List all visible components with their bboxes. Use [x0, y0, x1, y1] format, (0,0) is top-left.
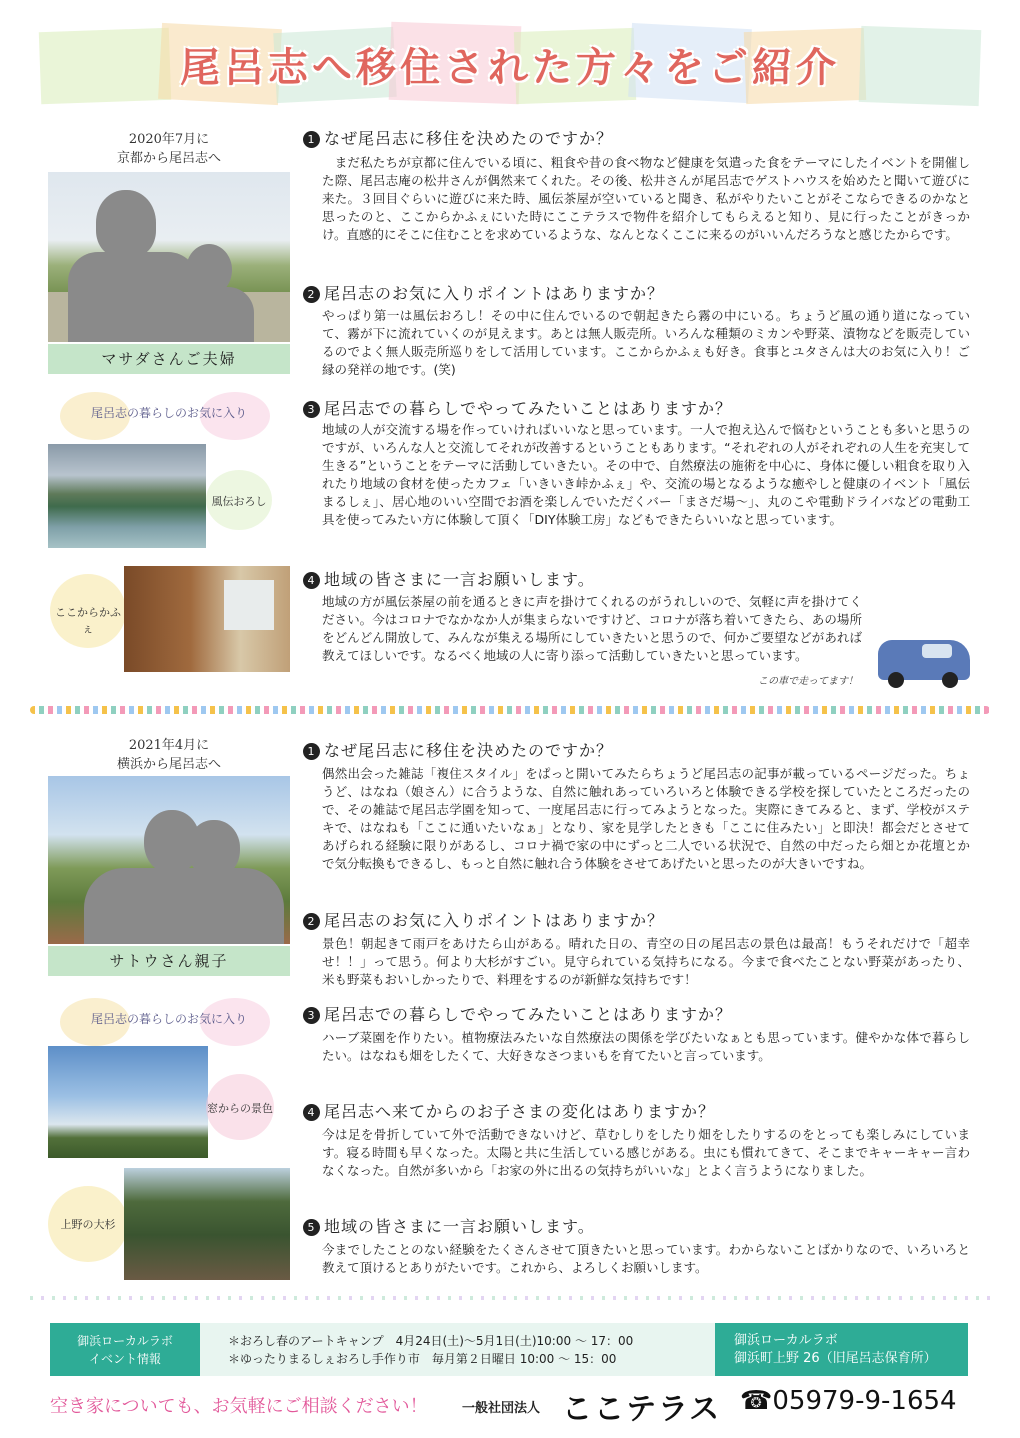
p1-question-text: 尾呂志での暮らしでやってみたいことはありますか？ — [324, 399, 733, 418]
p1-answer-2: やっぱり第一は風伝おろし！その中に住んでいるので朝起きたら霧の中にいる。ちょうど風の通り道になっていて、霧が下に流れていくのが見えます。あとは無人販売所。いろんな種類のミカンや野菜、漬物などを販売しているのでよく無人販売所巡りをして活用しています。ここからかふぇも好き。食事とユタさんは大のお気に入り！ご縁の発祥の地です。(笑) — [322, 308, 970, 377]
profile2-caption-from: 横浜から尾呂志へ — [116, 757, 221, 772]
profile1-fav2-label: ここからかふぇ — [55, 606, 121, 635]
car-wheel — [942, 672, 958, 688]
p2-question-text: なぜ尾呂志に移住を決めたのですか？ — [324, 741, 614, 760]
p1-answer-3: 地域の人が交流する場を作っていければいいなと思っています。一人で抱え込んで悩むということも多いと思うのですが、いろんな人と交流してそれが改善するということもあります。“それぞれの人がそれぞれの人生を充実して生きる”ということをテーマに活動していきたい。その中で、自然療法の施術を中心に、身体に優しい粗食を取り入れたり地域の食材を使ったカフェ「いきいき峠かふぇ」や、交流の場となるような癒やしと健康のイベント「風伝まるしぇ」、居心地のいい空間でお酒を楽しんでいただくバー「まさだ場～」、丸のこや電動ドライバなどの電動工具を使ってみたい方に体験して頂く「DIY体験工房」などもできたらいいなと思っています。 — [322, 422, 970, 527]
profile1-caption-from: 京都から尾呂志へ — [116, 151, 221, 166]
org-name: ここテラス — [562, 1392, 722, 1427]
section-divider — [30, 706, 990, 714]
p1-question-num: 3 — [303, 401, 320, 418]
p1-question-1 — [303, 126, 613, 149]
footer-left — [50, 1332, 200, 1368]
org-type: 一般社団法人 — [462, 1401, 541, 1416]
fav-photo-window-view — [48, 1046, 208, 1158]
footer-right-line2: 御浜町上野 26（旧尾呂志保育所） — [734, 1351, 937, 1366]
footer-right — [734, 1332, 964, 1368]
fav-photo-cedar — [124, 1168, 290, 1280]
p2-answer-5: 今までしたことのない経験をたくさんさせて頂きたいと思っています。わからないことばかりなので、いろいろと教えて頂けるとありがたいです。これから、よろしくお願いします。 — [322, 1242, 970, 1275]
silhouette-adult — [96, 190, 156, 258]
p2-question-4 — [303, 1099, 715, 1122]
footer-events — [228, 1332, 708, 1368]
profile2-fav2-label: 上野の大杉 — [60, 1218, 116, 1231]
consult-message: 空き家についても、お気軽にご相談ください！ — [50, 1396, 428, 1417]
silhouette-child-body — [168, 287, 254, 342]
p2-question-num: 3 — [303, 1007, 320, 1024]
p1-question-text: なぜ尾呂志に移住を決めたのですか？ — [324, 129, 614, 148]
footer-left-line2: イベント情報 — [88, 1352, 161, 1366]
p1-answer-1: まだ私たちが京都に住んでいる頃に、粗食や昔の食べ物など健康を気遣った食をテーマにしたイベントを開催した際、尾呂志庵の松井さんが偶然来てくれた。その後、松井さんが尾呂志でゲストハウスを始めたと聞いて遊びに来た。３回目ぐらいに遊びに来た時、風伝茶屋が空いていると聞き、私がやりたいことがそこならできるのかなと思ったのと、ここからかふぇにいた時にここテラスで物件を紹介してもらえると知り、見に行ったことがきっかけ。直感的にそこに住むことを求めているような、なんとなくここに来るのがいいんだろうなと感じたからです。 — [322, 155, 970, 242]
profile2-caption — [48, 736, 290, 774]
p2-question-num: 2 — [303, 913, 320, 930]
profile2-photo — [48, 776, 290, 944]
p1-question-text: 尾呂志のお気に入りポイントはありますか？ — [324, 284, 665, 303]
p1-question-text: 地域の皆さまに一言お願いします。 — [324, 570, 595, 589]
profile1-photo — [48, 172, 290, 342]
profile1-fav-title: 尾呂志の暮らしのお気に入り — [90, 406, 247, 420]
profile1-caption-date: 2020年7月に — [128, 132, 210, 147]
p1-question-3 — [303, 396, 732, 419]
footer-event-1: ＊おろし春のアートキャンプ 4月24日(土)～5月1日(土)10:00 ～ 17：00 — [228, 1334, 634, 1348]
fav-photo-cafe — [124, 566, 290, 672]
p2-question-num: 1 — [303, 743, 320, 760]
footer-left-line1: 御浜ローカルラボ — [77, 1334, 173, 1348]
profile2-name: サトウさん親子 — [48, 946, 290, 976]
p2-question-text: 地域の皆さまに一言お願いします。 — [324, 1217, 595, 1236]
p2-question-3 — [303, 1002, 732, 1025]
p2-question-num: 4 — [303, 1104, 320, 1121]
p1-question-2 — [303, 281, 664, 304]
p1-question-4 — [303, 567, 595, 590]
p2-answer-1: 偶然出会った雑誌「複住スタイル」をぱっと開いてみたらちょうど尾呂志の記事が載っているページだった。ちょうど、はなね（娘さん）に合うような、自然に触れあっていろいろと体験できる学校を探していたところだったので、その雑誌で尾呂志学園を知って、一度尾呂志に行ってみようとなった。実際にきてみると、まず、学校がステキで、はなねも「ここに通いたいなぁ」となり、家を見学したときも「ここに住みたい」と即決！都会だとさせてあげられる経験に限りがあるし、コロナ禍で家の中にずっと二人でいる状況で、自然の中だったら畑とか花壇とかで気分転換もできるし、もっと自然に触れ合う体験をさせてあげたいと思ったのが大きいですね。 — [322, 766, 970, 871]
car-image — [876, 632, 972, 690]
p1-answer-4: 地域の方が風伝茶屋の前を通るときに声を掛けてくれるのがうれしいので、気軽に声を掛けてください。今はコロナでなかなか人が集まらないですけど、コロナが落ち着いてきたら、あの場所をどんどん開放して、みんなが集える場所にしていきたいと思うので、何かご要望などがあれば教えてほしいです。なるべく地域の人に寄り添って活動していきたいと思っています。 — [322, 594, 862, 663]
photo-window — [224, 580, 274, 630]
p2-question-text: 尾呂志へ来てからのお子さまの変化はありますか？ — [324, 1102, 716, 1121]
car-note: この車で走ってます！ — [758, 676, 858, 687]
profile2-fav1-label: 窓からの景色 — [207, 1102, 273, 1115]
p2-question-1 — [303, 738, 613, 761]
p2-question-num: 5 — [303, 1219, 320, 1236]
p2-question-text: 尾呂志での暮らしでやってみたいことはありますか？ — [324, 1005, 733, 1024]
silhouette-body — [84, 868, 284, 944]
fav-photo-fuden — [48, 444, 206, 548]
p2-question-2 — [303, 908, 664, 931]
p2-question-text: 尾呂志のお気に入りポイントはありますか？ — [324, 911, 665, 930]
profile1-caption — [48, 130, 290, 168]
p2-answer-2: 景色！朝起きて雨戸をあけたら山がある。晴れた日の、青空の日の尾呂志の景色は最高！もうそれだけで「超幸せ！！」って思う。何より大杉がすごい。見守られている気持ちになる。今まで食べたことない野菜があったり、米も野菜もおいしかったりで、料理をするのが新鮮な気持ちです！ — [322, 936, 970, 987]
profile2-fav-title: 尾呂志の暮らしのお気に入り — [90, 1012, 247, 1026]
p2-question-5 — [303, 1214, 595, 1237]
p2-answer-4: 今は足を骨折していて外で活動できないけど、草むしりをしたり畑をしたりするのをとっても楽しみにしています。寝る時間も早くなった。太陽と共に生活している感じがある。虫にも慣れてきて、そこまでキャーキャー言わなくなった。自然が多いから「お家の外に出るの気持ちがいいな」とよく言うようになりました。 — [322, 1127, 970, 1178]
footer-divider — [30, 1296, 990, 1300]
page-title: 尾呂志へ移住された方々をご紹介 — [180, 45, 840, 91]
profile1-name: マサダさんご夫婦 — [48, 344, 290, 374]
footer-right-line1: 御浜ローカルラボ — [734, 1333, 838, 1348]
profile1-fav1-label: 風伝おろし — [211, 495, 267, 508]
p1-question-num: 1 — [303, 131, 320, 148]
profile2-caption-date: 2021年4月に — [128, 738, 210, 753]
phone-number: ☎05979-9-1654 — [740, 1386, 957, 1416]
car-window — [922, 644, 952, 658]
p1-question-num: 2 — [303, 286, 320, 303]
p2-answer-3: ハーブ菜園を作りたい。植物療法みたいな自然療法の関係を学びたいなぁとも思っています。健やかな体で暮らしたい。はなねも畑をしたくて、大好きなさつまいもを育てたいと言っています。 — [322, 1030, 970, 1063]
car-wheel — [888, 672, 904, 688]
footer-event-2: ＊ゆったりまるしぇおろし手作り市 毎月第２日曜日 10:00 ～ 15：00 — [228, 1352, 617, 1366]
p1-question-num: 4 — [303, 572, 320, 589]
